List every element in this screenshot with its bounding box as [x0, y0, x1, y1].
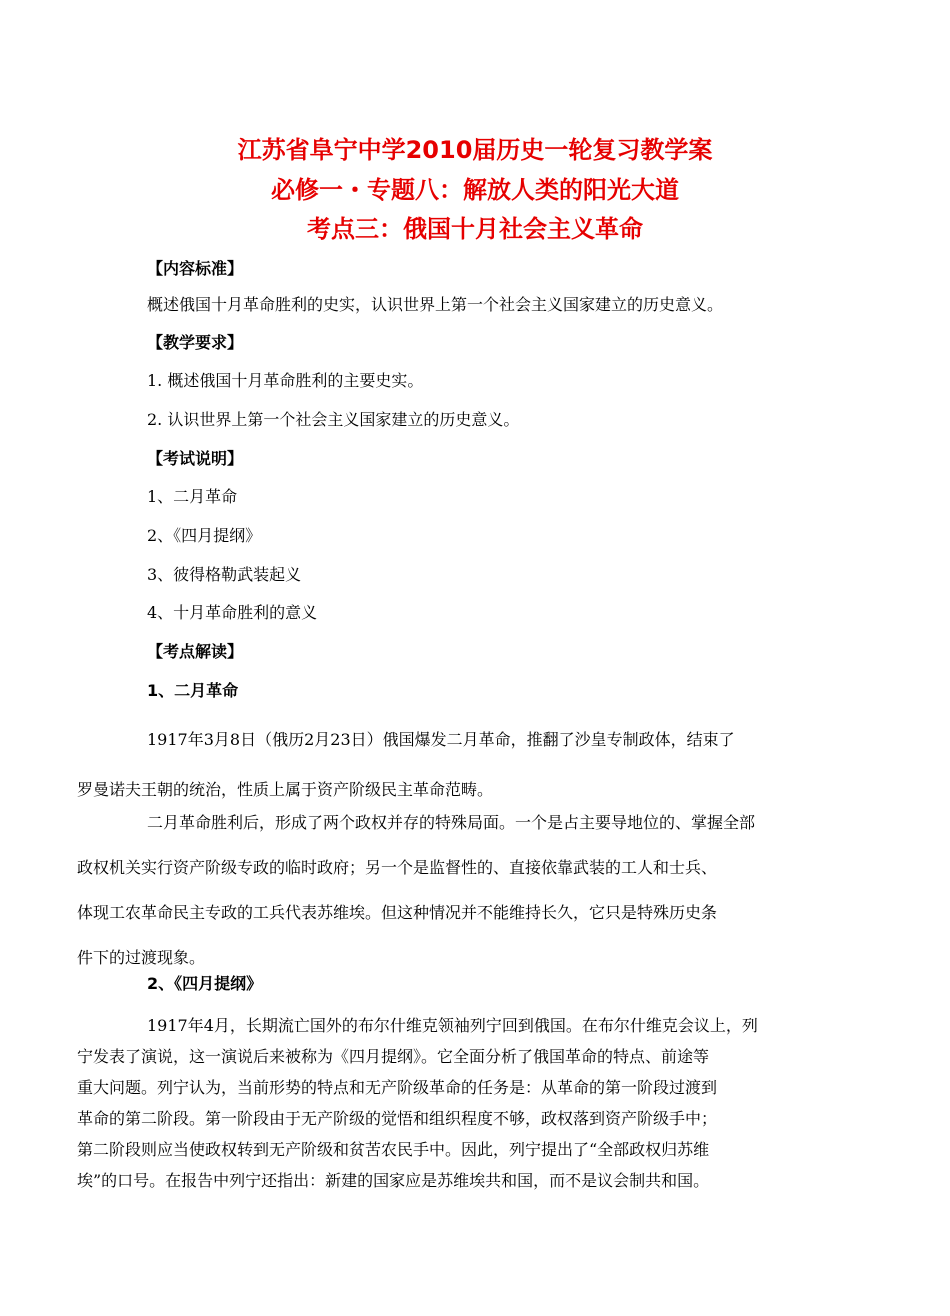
paragraph-line: 宁发表了演说，这一演说后来被称为《四月提纲》。它全面分析了俄国革命的特点、前途等: [77, 1047, 710, 1066]
section-heading-april-theses: 2、《四月提纲》: [147, 974, 263, 993]
paragraph-line: 重大问题。列宁认为，当前形势的特点和无产阶级革命的任务是：从革命的第一阶段过渡到: [77, 1078, 718, 1097]
doc-topic-title: 考点三：俄国十月社会主义革命: [307, 215, 643, 243]
exam-note-item: 4、十月革命胜利的意义: [147, 603, 318, 622]
paragraph-line: 体现工农革命民主专政的工兵代表苏维埃。但这种情况并不能维持长久，它只是特殊历史条: [77, 903, 718, 922]
teaching-requirements-heading: 【教学要求】: [147, 333, 244, 352]
paragraph-line: 1917年4月，长期流亡国外的布尔什维克领袖列宁回到俄国。在布尔什维克会议上，列: [147, 1016, 758, 1035]
content-standard-text: 概述俄国十月革命胜利的史实，认识世界上第一个社会主义国家建立的历史意义。: [147, 295, 724, 314]
exam-note-item: 3、彼得格勒武装起义: [147, 565, 302, 584]
doc-subtitle: 必修一・专题八：解放人类的阳光大道: [271, 176, 679, 204]
paragraph-february-revolution-2: [77, 800, 837, 980]
exam-note-item: 1、二月革命: [147, 487, 238, 506]
content-standard-heading: 【内容标准】: [147, 259, 244, 278]
paragraph-line: 二月革命胜利后，形成了两个政权并存的特殊局面。一个是占主要导地位的、掌握全部: [147, 813, 756, 832]
exam-note-item: 2、《四月提纲》: [147, 526, 262, 545]
exam-notes-heading: 【考试说明】: [147, 449, 244, 468]
doc-title: 江苏省阜宁中学2010届历史一轮复习教学案: [237, 136, 713, 164]
paragraph-line: 1917年3月8日（俄历2月23日）俄国爆发二月革命，推翻了沙皇专制政体，结束了: [147, 730, 735, 749]
teaching-requirement-item: 1. 概述俄国十月革命胜利的主要史实。: [147, 371, 424, 390]
paragraph-line: 政权机关实行资产阶级专政的临时政府；另一个是监督性的、直接依靠武装的工人和士兵、: [77, 858, 718, 877]
teaching-requirement-item: 2. 认识世界上第一个社会主义国家建立的历史意义。: [147, 410, 520, 429]
section-heading-february-revolution: 1、二月革命: [147, 681, 239, 700]
paragraph-line: 埃”的口号。在报告中列宁还指出：新建的国家应是苏维埃共和国，而不是议会制共和国。: [77, 1171, 710, 1190]
paragraph-april-theses: [77, 1010, 837, 1196]
paragraph-line: 革命的第二阶段。第一阶段由于无产阶级的觉悟和组织程度不够，政权落到资产阶级手中；: [77, 1109, 718, 1128]
paragraph-line: 件下的过渡现象。: [77, 948, 206, 967]
key-points-heading: 【考点解读】: [147, 642, 244, 661]
paragraph-line: 第二阶段则应当使政权转到无产阶级和贫苦农民手中。因此，列宁提出了“全部政权归苏维: [77, 1140, 710, 1159]
paragraph-line: 罗曼诺夫王朝的统治，性质上属于资产阶级民主革命范畴。: [77, 780, 494, 799]
